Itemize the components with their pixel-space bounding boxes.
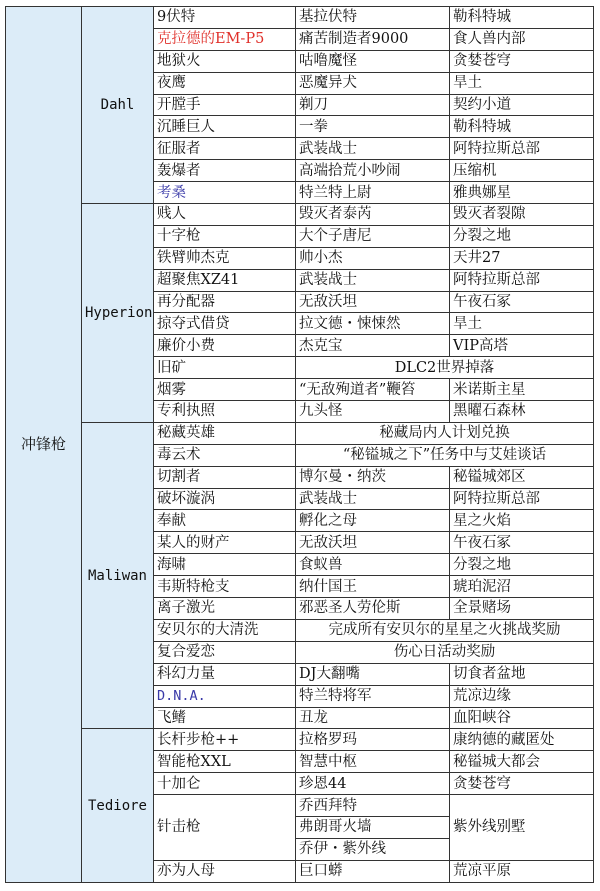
drop-source-cell: 乔伊・紫外线 — [296, 838, 450, 860]
weapon-name-cell: 亦为人母 — [154, 860, 296, 882]
manufacturer-cell: Maliwan — [82, 422, 154, 728]
weapon-name-cell: 铁臂帅杰克 — [154, 247, 296, 269]
weapon-name-cell: 开膛手 — [154, 94, 296, 116]
weapon-name-cell: 长杆步枪++ — [154, 729, 296, 751]
drop-location-cell: 康纳德的藏匿处 — [450, 729, 594, 751]
weapon-name-cell: 智能枪XXL — [154, 751, 296, 773]
drop-location-cell: 午夜石冢 — [450, 532, 594, 554]
drop-source-cell: 大个子唐尼 — [296, 225, 450, 247]
drop-location-cell: 分裂之地 — [450, 554, 594, 576]
drop-location-cell: 贪婪苍穹 — [450, 773, 594, 795]
drop-location-cell: 荒凉边缘 — [450, 685, 594, 707]
weapon-name-cell: 旧矿 — [154, 357, 296, 379]
drop-info-merged-cell: 秘藏局内人计划兑换 — [296, 422, 594, 444]
manufacturer-cell: Hyperion — [82, 204, 154, 423]
drop-location-cell: 食人兽内部 — [450, 28, 594, 50]
drop-location-cell: 阿特拉斯总部 — [450, 488, 594, 510]
weapon-name-cell: 9伏特 — [154, 7, 296, 29]
weapon-name-cell: 夜鹰 — [154, 72, 296, 94]
drop-location-cell: 秘镒城大都会 — [450, 751, 594, 773]
drop-info-merged-cell: DLC2世界掉落 — [296, 357, 594, 379]
drop-source-cell: 珍恩44 — [296, 773, 450, 795]
weapon-name-cell: 飞鳍 — [154, 707, 296, 729]
weapon-name-cell: 十加仑 — [154, 773, 296, 795]
weapon-name-cell: 复合爱恋 — [154, 641, 296, 663]
drop-source-cell: 邪恶圣人劳伦斯 — [296, 598, 450, 620]
drop-source-cell: 九头怪 — [296, 401, 450, 423]
manufacturer-cell: Tediore — [82, 729, 154, 882]
drop-location-cell: 米诺斯主星 — [450, 379, 594, 401]
drop-source-cell: 恶魔异犬 — [296, 72, 450, 94]
drop-source-cell: 无敌沃坦 — [296, 532, 450, 554]
drop-location-cell: 旱土 — [450, 313, 594, 335]
drop-location-cell: VIP高塔 — [450, 335, 594, 357]
drop-location-cell: 勒科特城 — [450, 116, 594, 138]
weapon-category-cell: 冲锋枪 — [6, 7, 82, 883]
weapon-name-cell: 韦斯特枪支 — [154, 576, 296, 598]
table-row — [6, 204, 594, 226]
weapon-name-cell: 专利执照 — [154, 401, 296, 423]
drop-location-cell: 分裂之地 — [450, 225, 594, 247]
drop-location-cell: 午夜石冢 — [450, 291, 594, 313]
drop-source-cell: DJ大翻嘴 — [296, 663, 450, 685]
drop-source-cell: 巨口蟒 — [296, 860, 450, 882]
drop-source-cell: 拉格罗玛 — [296, 729, 450, 751]
drop-info-merged-cell: “秘镒城之下”任务中与艾娃谈话 — [296, 444, 594, 466]
drop-source-cell: 博尔曼・纳茨 — [296, 466, 450, 488]
weapon-name-cell: 离子激光 — [154, 598, 296, 620]
drop-location-cell: 旱土 — [450, 72, 594, 94]
drop-source-cell: 食蚁兽 — [296, 554, 450, 576]
drop-source-cell: 杰克宝 — [296, 335, 450, 357]
drop-info-merged-cell: 完成所有安贝尔的星星之火挑战奖励 — [296, 619, 594, 641]
drop-location-cell: 全景赌场 — [450, 598, 594, 620]
drop-source-cell: 乔西拜特 — [296, 795, 450, 817]
weapon-drop-table — [5, 6, 594, 883]
weapon-name-cell: 掠夺式借贷 — [154, 313, 296, 335]
drop-source-cell: 一拳 — [296, 116, 450, 138]
weapon-name-cell: 某人的财产 — [154, 532, 296, 554]
table-row — [6, 422, 594, 444]
table-row — [6, 729, 594, 751]
drop-location-cell: 黑曜石森林 — [450, 401, 594, 423]
weapon-name-cell: 考桑 — [154, 182, 296, 204]
drop-location-cell: 毁灭者裂隙 — [450, 204, 594, 226]
weapon-name-cell: 切割者 — [154, 466, 296, 488]
manufacturer-cell: Dahl — [82, 7, 154, 204]
weapon-name-cell: 十字枪 — [154, 225, 296, 247]
table-row — [6, 7, 594, 29]
drop-location-cell: 星之火焰 — [450, 510, 594, 532]
weapon-name-cell: 廉价小费 — [154, 335, 296, 357]
weapon-name-cell: 秘藏英雄 — [154, 422, 296, 444]
drop-source-cell: 基拉伏特 — [296, 7, 450, 29]
weapon-name-cell: 烟雾 — [154, 379, 296, 401]
drop-source-cell: 纳什国王 — [296, 576, 450, 598]
drop-location-cell: 阿特拉斯总部 — [450, 269, 594, 291]
weapon-name-cell: 克拉德的EM-P5 — [154, 28, 296, 50]
weapon-name-cell: 海啸 — [154, 554, 296, 576]
drop-location-cell: 贪婪苍穹 — [450, 50, 594, 72]
weapon-name-cell: 破坏漩涡 — [154, 488, 296, 510]
weapon-name-cell: 安贝尔的大清洗 — [154, 619, 296, 641]
drop-source-cell: 高端拾荒小吵闹 — [296, 160, 450, 182]
drop-source-cell: “无敌殉道者”鞭笞 — [296, 379, 450, 401]
weapon-name-cell: 奉献 — [154, 510, 296, 532]
drop-location-cell: 压缩机 — [450, 160, 594, 182]
drop-location-cell: 勒科特城 — [450, 7, 594, 29]
drop-info-merged-cell: 伤心日活动奖励 — [296, 641, 594, 663]
drop-source-cell: 剃刀 — [296, 94, 450, 116]
drop-location-cell: 天井27 — [450, 247, 594, 269]
weapon-name-cell: D.N.A. — [154, 685, 296, 707]
weapon-name-cell: 再分配器 — [154, 291, 296, 313]
drop-location-cell: 琥珀泥沼 — [450, 576, 594, 598]
drop-source-cell: 智慧中枢 — [296, 751, 450, 773]
weapon-name-cell: 针击枪 — [154, 795, 296, 861]
drop-location-cell: 秘镒城郊区 — [450, 466, 594, 488]
drop-source-cell: 弗朗哥火墙 — [296, 816, 450, 838]
drop-source-cell: 特兰特将军 — [296, 685, 450, 707]
weapon-name-cell: 贱人 — [154, 204, 296, 226]
drop-location-cell: 切食者盆地 — [450, 663, 594, 685]
drop-source-cell: 武装战士 — [296, 138, 450, 160]
weapon-name-cell: 征服者 — [154, 138, 296, 160]
weapon-name-cell: 轰爆者 — [154, 160, 296, 182]
drop-source-cell: 特兰特上尉 — [296, 182, 450, 204]
weapon-name-cell: 毒云术 — [154, 444, 296, 466]
table-container — [5, 6, 594, 883]
drop-location-cell: 契约小道 — [450, 94, 594, 116]
weapon-name-cell: 沉睡巨人 — [154, 116, 296, 138]
drop-location-cell: 雅典娜星 — [450, 182, 594, 204]
drop-source-cell: 痛苦制造者9000 — [296, 28, 450, 50]
weapon-name-cell: 科幻力量 — [154, 663, 296, 685]
drop-location-cell: 阿特拉斯总部 — [450, 138, 594, 160]
drop-source-cell: 丑龙 — [296, 707, 450, 729]
drop-location-cell: 紫外线别墅 — [450, 795, 594, 861]
drop-source-cell: 毁灭者泰芮 — [296, 204, 450, 226]
drop-source-cell: 孵化之母 — [296, 510, 450, 532]
drop-source-cell: 咕噜魔怪 — [296, 50, 450, 72]
drop-source-cell: 帅小杰 — [296, 247, 450, 269]
drop-location-cell: 荒凉平原 — [450, 860, 594, 882]
drop-source-cell: 武装战士 — [296, 269, 450, 291]
drop-location-cell: 血阳峡谷 — [450, 707, 594, 729]
drop-source-cell: 拉文德・悚悚然 — [296, 313, 450, 335]
drop-source-cell: 武装战士 — [296, 488, 450, 510]
drop-source-cell: 无敌沃坦 — [296, 291, 450, 313]
weapon-name-cell: 地狱火 — [154, 50, 296, 72]
weapon-name-cell: 超聚焦XZ41 — [154, 269, 296, 291]
